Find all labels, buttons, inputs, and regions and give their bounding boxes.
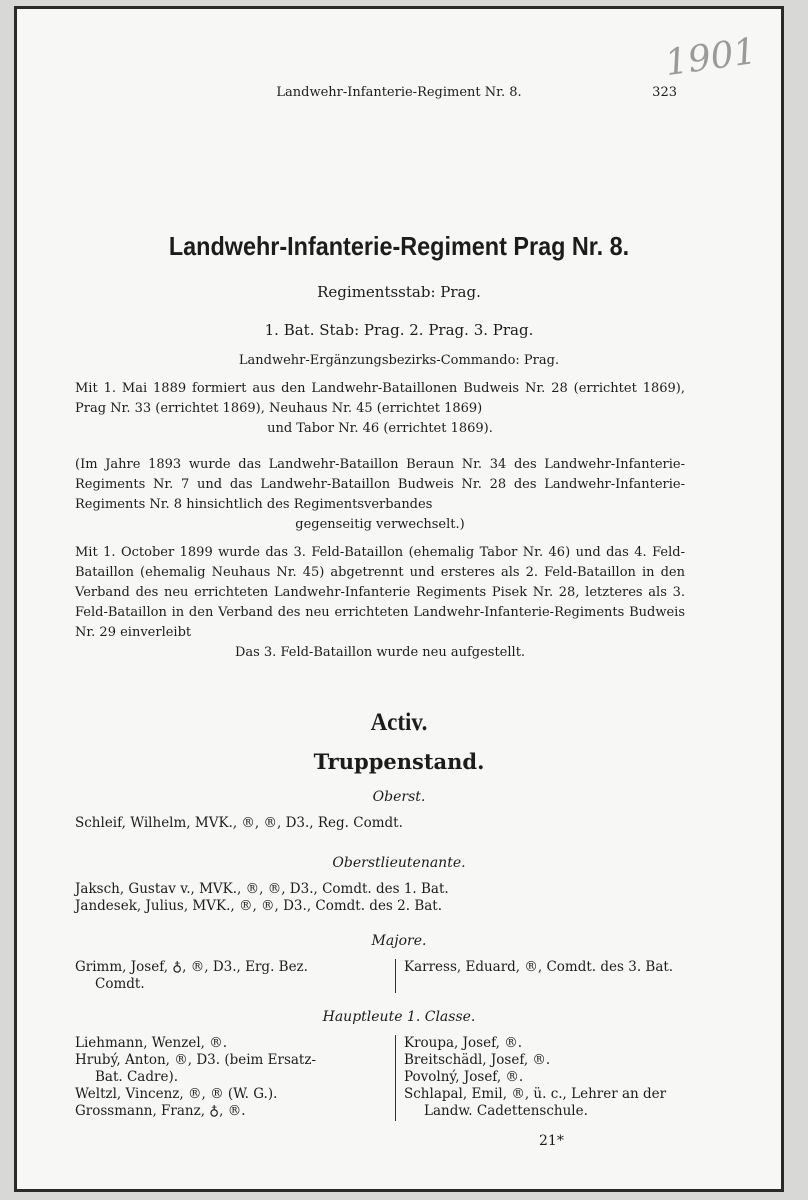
para1-last-line: und Tabor Nr. 46 (errichtet 1869).: [267, 421, 493, 436]
history-paragraph-2: [75, 455, 685, 535]
hauptmann-entry-line: Hrubý, Anton, ®, D3. (beim Ersatz-: [75, 1052, 317, 1068]
majore-entry-line: Comdt.: [95, 976, 145, 992]
hauptmann-entry-line: Liehmann, Wenzel, ®.: [75, 1035, 228, 1051]
rank-heading-oberst: Oberst.: [372, 789, 426, 805]
hauptmann-entry-line: Povolný, Josef, ®.: [404, 1069, 524, 1085]
handwritten-year: 1901: [662, 30, 760, 85]
hauptmann-entry-line: Weltzl, Vincenz, ®, ® (W. G.).: [75, 1086, 278, 1102]
page-title: Landwehr-Infanterie-Regiment Prag Nr. 8.: [168, 231, 630, 261]
subtitle-battalions: 1. Bat. Stab: Prag. 2. Prag. 3. Prag.: [264, 321, 534, 339]
signature-mark: 21*: [539, 1133, 564, 1149]
para3-last-line: Das 3. Feld-Bataillon wurde neu aufgestellt.: [234, 645, 526, 660]
hauptmann-entry-line: Breitschädl, Josef, ®.: [404, 1052, 551, 1068]
history-paragraph-1: [75, 379, 685, 439]
oberst-entry: Schleif, Wilhelm, MVK., ®, ®, D3., Reg. Comdt.: [75, 815, 403, 831]
hauptleute-right-column: [395, 1035, 704, 1121]
page-number: 323: [652, 85, 677, 100]
oberstleutnant-entry: Jandesek, Julius, MVK., ®, ®, D3., Comdt. des 2. Bat.: [75, 898, 443, 914]
hauptmann-entry-line: Schlapal, Emil, ®, ü. c., Lehrer an der: [404, 1086, 667, 1102]
hauptmann-entry-line: Bat. Cadre).: [95, 1069, 178, 1085]
hauptmann-entry-line: Kroupa, Josef, ®.: [404, 1035, 522, 1051]
majore-entry-line: Grimm, Josef, ♁, ®, D3., Erg. Bez.: [75, 959, 308, 975]
rank-heading-oberstleutnante: Oberstlieutenante.: [332, 855, 466, 871]
hauptmann-entry-line: Landw. Cadettenschule.: [424, 1103, 588, 1119]
section-title: Activ.: [370, 709, 428, 736]
para2-last-line: gegenseitig verwechselt.): [295, 517, 465, 532]
subtitle-staff: Regimentsstab: Prag.: [317, 283, 481, 301]
rank-heading-hauptleute: Hauptleute 1. Classe.: [322, 1009, 476, 1025]
book-page: [14, 6, 784, 1192]
para1-text: Mit 1. Mai 1889 formiert aus den Landwehr-Bataillonen Budweis Nr. 28 (errichtet 1869), Prag Nr. 33 (errichtet 1869), Neuhaus Nr. 45 (errichtet 1869): [75, 381, 685, 416]
majore-left-column: [75, 959, 385, 993]
majore-right-column: [395, 959, 704, 993]
para3-text: Mit 1. October 1899 wurde das 3. Feld-Bataillon (ehemalig Tabor Nr. 46) und das 4. Feld-Bataillon (ehemalig Neuhaus Nr. 45) abgetrennt und ersteres als 2. Feld-Bataillon in den Verband des neu errichteten Landwehr-Infanterie Regiments Pisek Nr. 28, letzteres als 3. Feld-Bataillon in den Verband des neu errichteten Landwehr-Infanterie-Regiments Budweis Nr. 29 einverleibt: [75, 545, 685, 640]
majore-entry-line: Karress, Eduard, ®, Comdt. des 3. Bat.: [404, 959, 674, 975]
subsection-title: Truppenstand.: [313, 749, 485, 774]
oberstleutnant-entry: Jaksch, Gustav v., MVK., ®, ®, D3., Comdt. des 1. Bat.: [75, 881, 449, 897]
rank-heading-majore: Majore.: [371, 933, 427, 949]
subtitle-command: Landwehr-Ergänzungsbezirks-Commando: Prag.: [238, 353, 560, 368]
hauptleute-left-column: [75, 1035, 385, 1120]
history-paragraph-3: [75, 543, 685, 663]
hauptmann-entry-line: Grossmann, Franz, ♁, ®.: [75, 1103, 246, 1119]
para2-text: (Im Jahre 1893 wurde das Landwehr-Bataillon Beraun Nr. 34 des Landwehr-Infanterie-Regiments Nr. 7 und das Landwehr-Bataillon Budweis Nr. 28 des Landwehr-Infanterie-Regiments Nr. 8 hinsichtlich des Regimentsverbandes: [75, 457, 685, 512]
running-head: Landwehr-Infanterie-Regiment Nr. 8.: [276, 85, 522, 100]
